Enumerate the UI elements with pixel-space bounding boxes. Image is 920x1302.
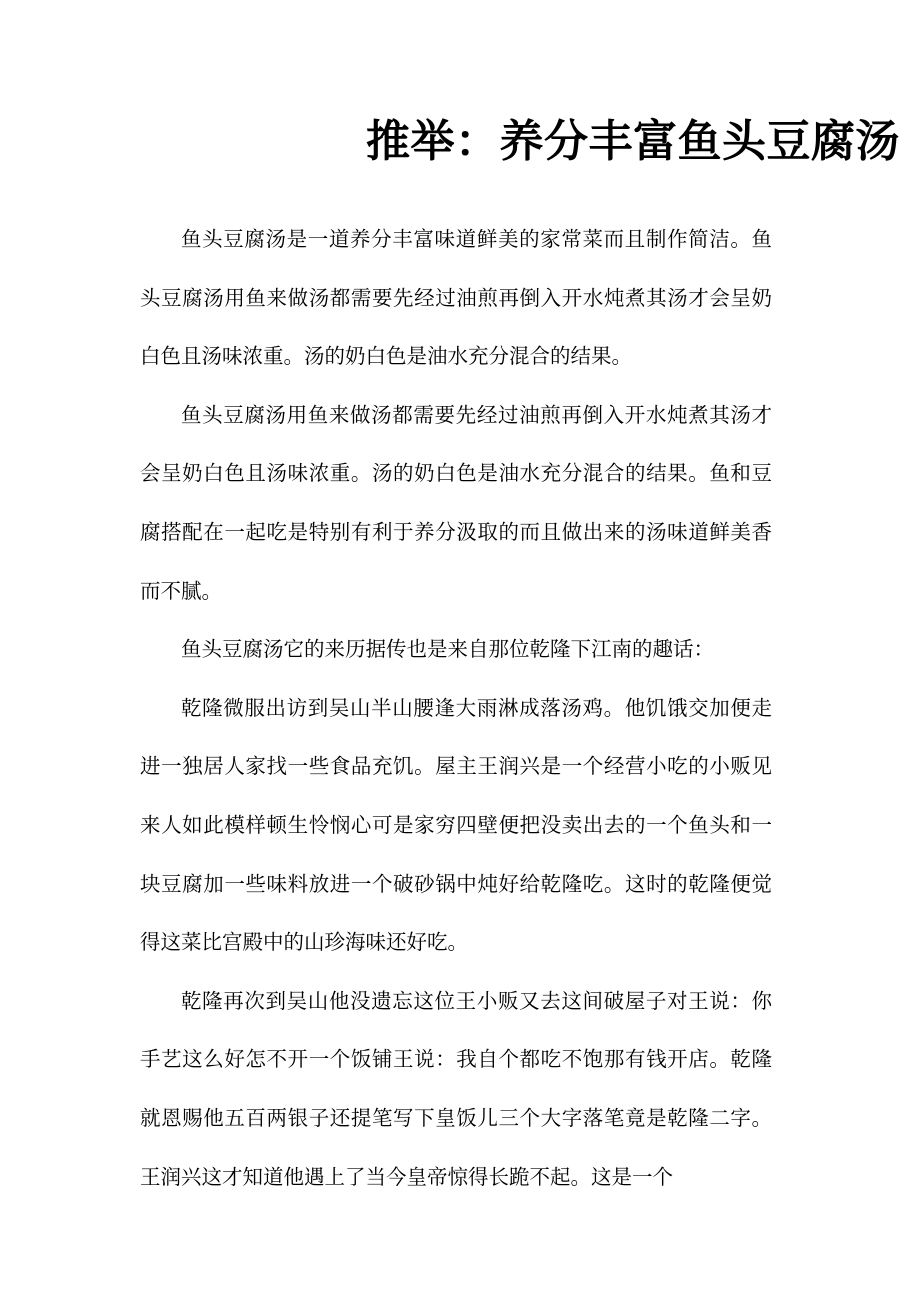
paragraph: 鱼头豆腐汤用鱼来做汤都需要先经过油煎再倒入开水炖煮其汤才会呈奶白色且汤味浓重。汤的奶白色是油水充分混合的结果。鱼和豆腐搭配在一起吃是特别有利于养分汲取的而且做出来的汤味道鲜美香而不腻。 — [140, 402, 772, 603]
document-body — [140, 210, 772, 1206]
paragraph: 鱼头豆腐汤是一道养分丰富味道鲜美的家常菜而且制作简洁。鱼头豆腐汤用鱼来做汤都需要先经过油煎再倒入开水炖煮其汤才会呈奶白色且汤味浓重。汤的奶白色是油水充分混合的结果。 — [140, 227, 772, 369]
paragraph: 乾隆微服出访到吴山半山腰逢大雨淋成落汤鸡。他饥饿交加便走进一独居人家找一些食品充饥。屋主王润兴是一个经营小吃的小贩见来人如此模样顿生怜悯心可是家穷四壁便把没卖出去的一个鱼头和一块豆腐加一些味料放进一个破砂锅中炖好给乾隆吃。这时的乾隆便觉得这菜比宫殿中的山珍海味还好吃。 — [140, 695, 772, 955]
paragraph: 乾隆再次到吴山他没遗忘这位王小贩又去这间破屋子对王说：你手艺这么好怎不开一个饭铺王说：我自个都吃不饱那有钱开店。乾隆就恩赐他五百两银子还提笔写下皇饭儿三个大字落笔竟是乾隆二字。王润兴这才知道他遇上了当今皇帝惊得长跪不起。这是一个 — [140, 988, 772, 1189]
document-title: 推举：养分丰富鱼头豆腐汤 — [366, 116, 900, 167]
paragraph: 鱼头豆腐汤它的来历据传也是来自那位乾隆下江南的趣话： — [181, 637, 714, 662]
